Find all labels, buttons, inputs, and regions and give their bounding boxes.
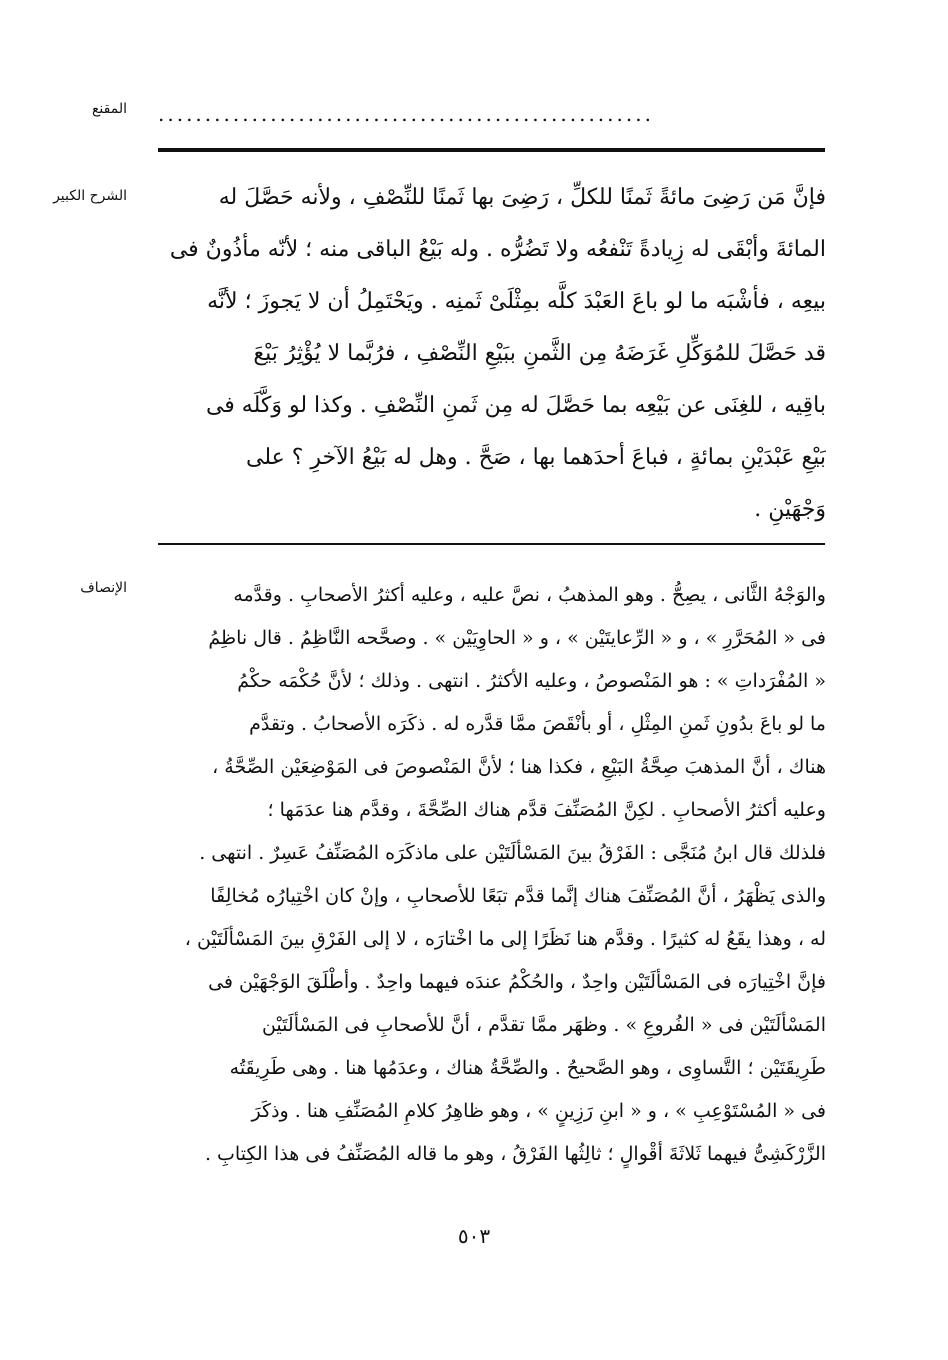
insaf-text (158, 574, 826, 1176)
sharh-line: فإنَّ مَن رَضِىَ مائةً ثَمنًا للكلِّ ، رَضِىَ بها ثَمنًا للنِّصْفِ ، ولأنه حَصَّلَ له (218, 185, 826, 210)
insaf-line: المَسْألَتَيْن فى « الفُروعِ » . وظهَر ممَّا تقدَّم ، أنَّ للأصحابِ فى المَسْألَتَيْن (261, 1014, 826, 1036)
insaf-line: وعليه أكثرُ الأصحابِ . لكِنَّ المُصَنِّفَ قدَّم هناك الصِّحَّةَ ، وقدَّم هنا عدَمَها ؛ (267, 799, 826, 821)
sharh-text (158, 172, 826, 536)
sharh-line: المائةَ وأبْقَى له زِيادةً تَنْفعُه ولا تَضُرُّه . وله بَيْعُ الباقى منه ؛ لأنّه مأذُونٌ فى (169, 237, 826, 262)
header-dot-leader: ..................................................... (158, 104, 654, 124)
sharh-line: باقِيه ، للغِنَى عن بَيْعِه بما حَصَّلَ له مِن ثَمنِ النِّصْفِ . وكذا لو وَكَّلَه فى (205, 393, 826, 418)
insaf-line: ما لو باعَ بدُونِ ثَمنِ المِثْلِ ، أو بأنْقَصَ ممَّا قدَّره له . ذكَرَه الأصحابُ . وتقدَّم (249, 713, 826, 735)
page-number: ٥٠٣ (457, 1224, 491, 1248)
insaf-line: طَرِيقَتَيْن ؛ التَّساوِى ، وهو الصَّحيحُ . والصِّحَّةُ هناك ، وعدَمُها هنا . وهى طَرِيقَتُه (229, 1057, 826, 1079)
sharh-line: بَيْعِ عَبْدَيْنِ بمائةٍ ، فباعَ أحدَهما بها ، صَحَّ . وهل له بَيْعُ الآخرِ ؟ على (245, 445, 826, 470)
insaf-line: له ، وهذا يقَعُ له كثيرًا . وقدَّم هنا نَظَرًا إلى ما اخْتارَه ، لا إلى الفَرْقِ بينَ المَسْألَتَيْن ، (184, 928, 826, 950)
running-title: المقنع (91, 101, 127, 117)
insaf-line: فلذلك قال ابنُ مُنَجَّى : الفَرْقُ بينَ المَسْألَتَيْن على ماذكَرَه المُصَنِّفُ عَسِرٌ . انتهى . (199, 842, 826, 864)
insaf-line: والذى يَظْهَرُ ، أنَّ المُصَنِّفَ هناك إنَّما قدَّم تبَعًا للأصحابِ ، وإنْ كان اخْتِيارُه مُخالِفًا (210, 885, 826, 907)
sharh-line: قد حَصَّلَ للمُوَكِّلِ غَرَضَهُ مِن الثَّمنِ ببَيْعِ النِّصْفِ ، فرُبَّما لا يُؤْثِرُ بَيْعَ (253, 341, 826, 366)
insaf-line: الزَّرْكَشِىُّ فيهما ثَلاثَةَ أقْوالٍ ؛ ثالِثُها الفَرْقُ ، وهو ما قاله المُصَنِّفُ فى هذا الكِتابِ . (204, 1143, 826, 1165)
insaf-line: فى « المُحَرَّرِ » ، و « الرِّعايتَيْن » ، و « الحاوِيَيْن » . وصحَّحه النَّاظِمُ . قال ناظِمُ (208, 627, 826, 649)
sharh-line: وَجْهَيْنِ . (754, 497, 826, 522)
sharh-line: بيعِه ، فأشْبَه ما لو باعَ العَبْدَ كلَّه بمِثْلَىْ ثَمنِه . ويَحْتَمِلُ أن لا يَجوزَ ؛ لأنَّه (207, 289, 826, 314)
sharh-label: الشرح الكبير (53, 188, 127, 204)
insaf-line: هناك ، أنَّ المذهبَ صِحَّةُ البَيْعِ ، فكذا هنا ؛ لأنَّ المَنْصوصَ فى المَوْضِعَيْن الصِّحَّةُ ، (212, 756, 826, 778)
insaf-line: « المُفْرَداتِ » : هو المَنْصوصُ ، وعليه الأكثرُ . انتهى . وذلك ؛ لأنَّ حُكْمَه حكْمُ (237, 670, 826, 692)
insaf-line: فإنَّ اخْتِيارَه فى المَسْألَتَيْن واحِدٌ ، والحُكْمُ عندَه فيهما واحِدٌ . وأطْلَقَ الوَجْهَيْن فى (208, 971, 826, 993)
insaf-line: والوَجْهُ الثَّانى ، يصِحُّ . وهو المذهبُ ، نصَّ عليه ، وعليه أكثرُ الأصحابِ . وقدَّمه (233, 584, 826, 606)
insaf-label: الإنصاف (80, 580, 127, 596)
header-rule (158, 148, 825, 152)
section-divider (158, 543, 825, 545)
insaf-line: فى « المُسْتَوْعِبِ » ، و « ابنِ رَزِينٍ » ، وهو ظاهِرُ كلامِ المُصَنِّفِ هنا . وذكَرَ (251, 1100, 826, 1122)
